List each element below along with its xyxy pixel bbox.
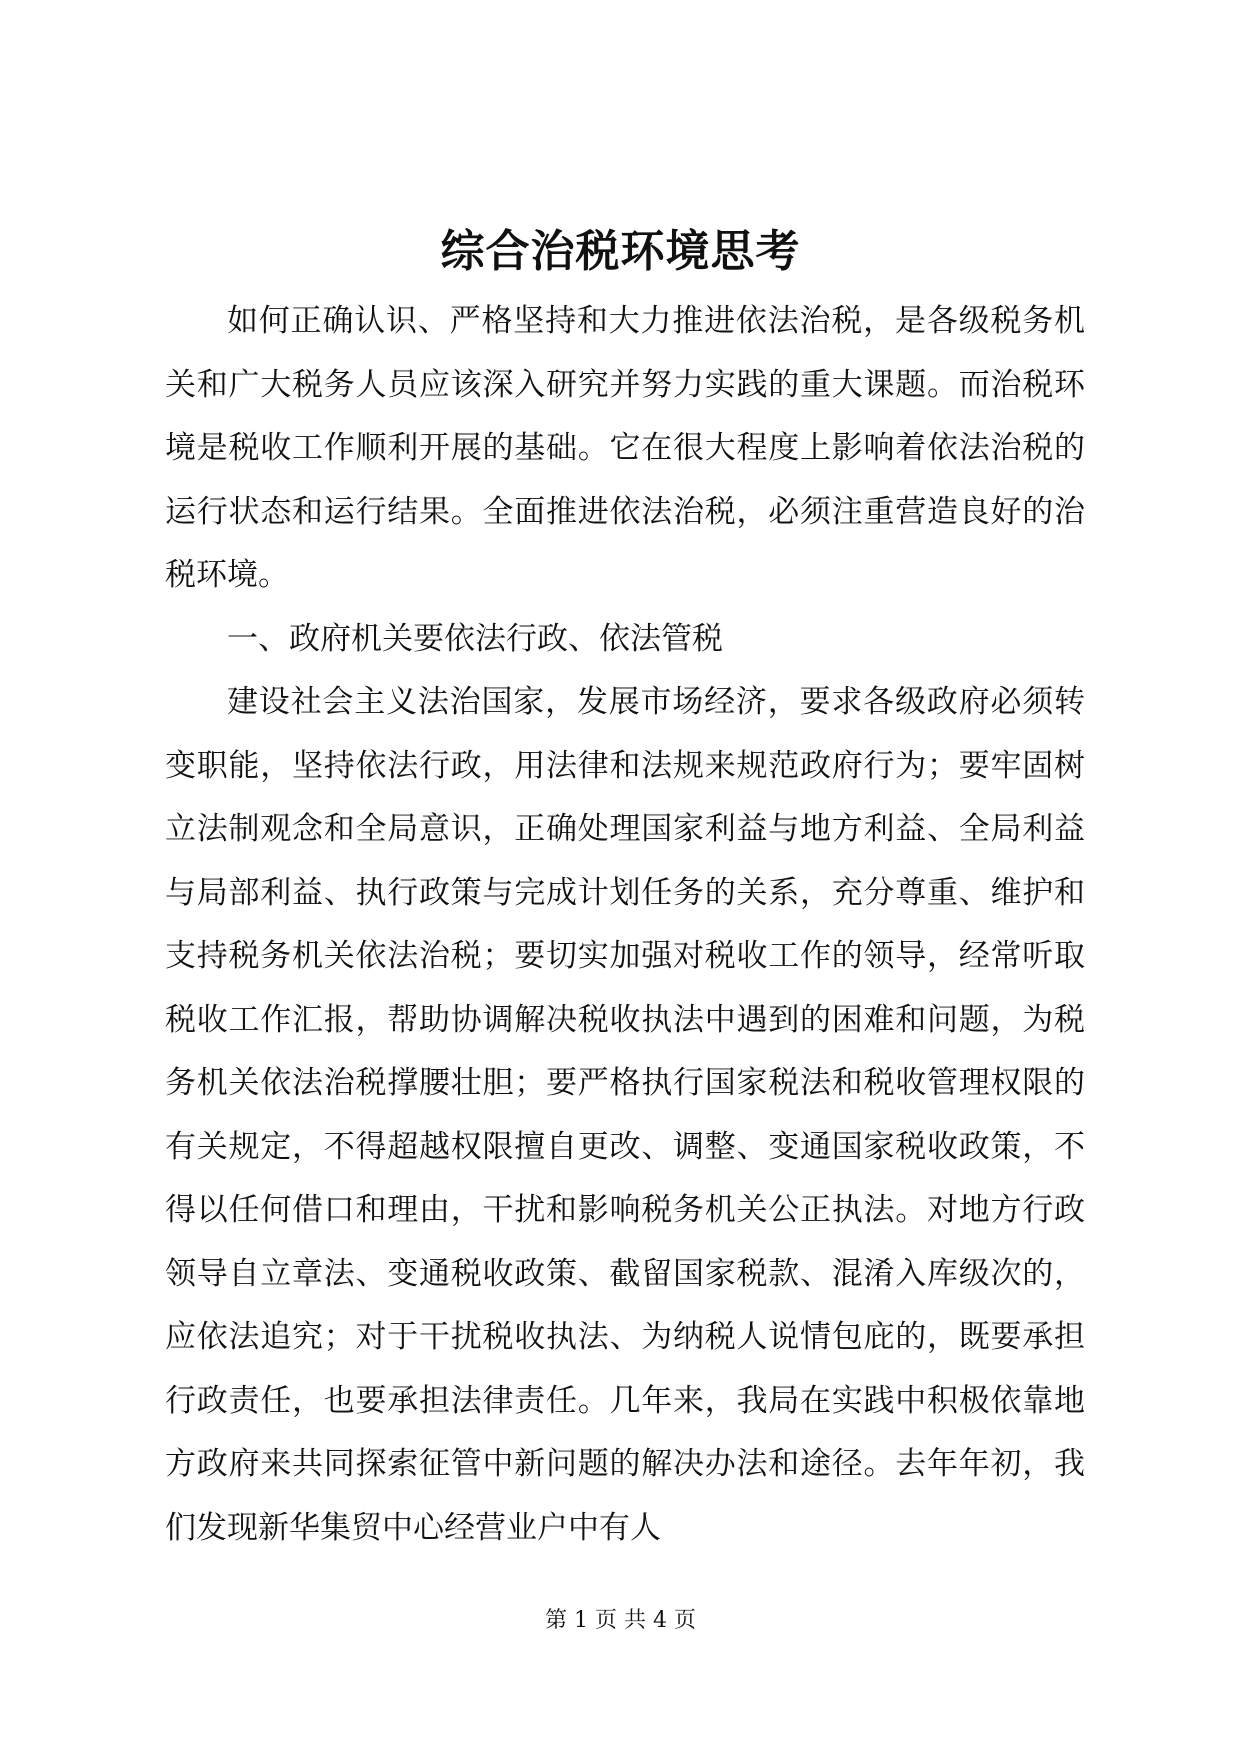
page-footer: 第 1 页 共 4 页 bbox=[545, 1608, 696, 1633]
document-title: 综合治税环境思考 bbox=[440, 226, 801, 277]
section-heading-1: 一、政府机关要依法行政、依法管税 bbox=[227, 620, 723, 657]
paragraph-intro: 如何正确认识、严格坚持和大力推进依法治税，是各级税务机关和广大税务人员应该深入研究并努力实践的重大课题。而治税环境是税收工作顺利开展的基础。它在很大程度上影响着依法治税的运行状态和运行结果。全面推进依法治税，必须注重营造良好的治税环境。 bbox=[165, 303, 1085, 593]
document-body bbox=[165, 290, 1085, 1560]
paragraph-section-1: 建设社会主义法治国家，发展市场经济，要求各级政府必须转变职能，坚持依法行政，用法律和法规来规范政府行为；要牢固树立法制观念和全局意识，正确处理国家利益与地方利益、全局利益与局部利益、执行政策与完成计划任务的关系，充分尊重、维护和支持税务机关依法治税；要切实加强对税收工作的领导，经常听取税收工作汇报，帮助协调解决税收执法中遇到的困难和问题，为税务机关依法治税撑腰壮胆；要严格执行国家税法和税收管理权限的有关规定，不得超越权限擅自更改、调整、变通国家税收政策，不得以任何借口和理由，干扰和影响税务机关公正执法。对地方行政领导自立章法、变通税收政策、截留国家税款、混淆入库级次的，应依法追究；对于干扰税收执法、为纳税人说情包庇的，既要承担行政责任，也要承担法律责任。几年来，我局在实践中积极依靠地方政府来共同探索征管中新问题的解决办法和途径。去年年初，我们发现新华集贸中心经营业户中有人 bbox=[165, 684, 1085, 1546]
